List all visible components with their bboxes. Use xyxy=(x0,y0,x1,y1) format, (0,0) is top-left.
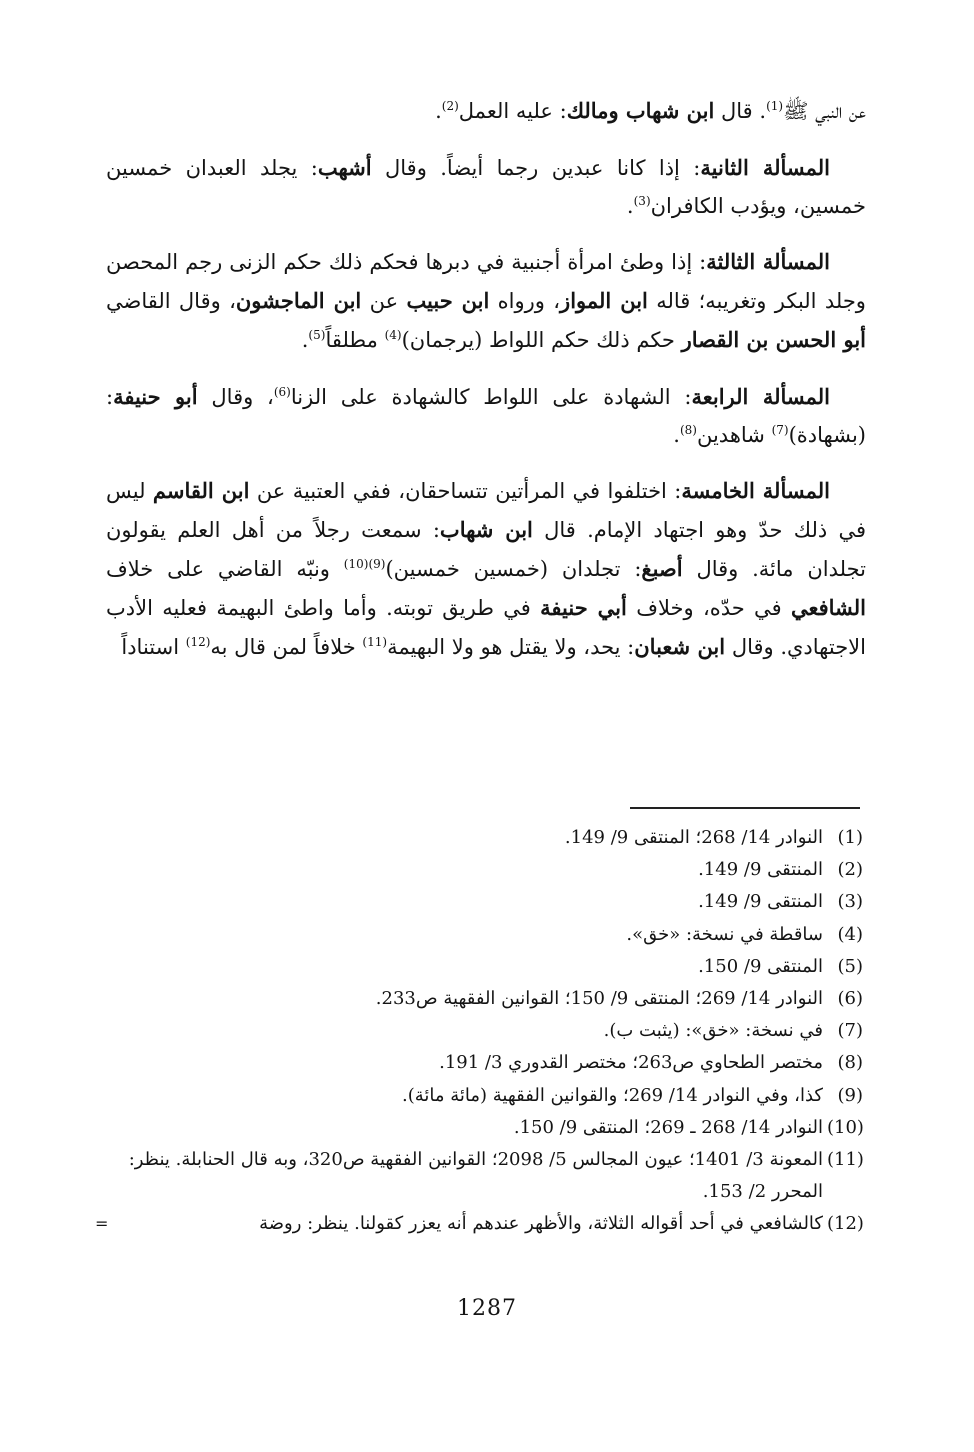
footnote-number: (4) xyxy=(837,923,863,945)
footnote-10 xyxy=(95,1112,863,1144)
text-run: ليس في ذلك حدّ وهو اجتهاد الإمام. قال xyxy=(106,479,866,543)
text-run: في طريق توبته. وأما واطئ البهيمة فعليه الأدب الاجتهادي. وقال xyxy=(106,595,866,659)
footnote-number: (3) xyxy=(837,891,863,913)
text-run: : اختلفوا في المرأتين تتساحقان، ففي العتبية عن xyxy=(256,479,682,504)
footnote-4 xyxy=(95,919,863,951)
section-heading: المسألة الرابعة xyxy=(691,383,830,409)
paragraph-1 xyxy=(106,92,866,131)
text-run: ونبّه القاضي على خلاف xyxy=(106,556,330,581)
text-run: حكم ذلك حكم اللواط (يرجمان) xyxy=(401,327,675,352)
footnote-3 xyxy=(95,886,863,918)
text-run: . xyxy=(435,99,442,123)
footnote-text: في نسخة: «خق»: (يثبت ب). xyxy=(603,1020,823,1042)
bold-name: ابن شهاب xyxy=(439,517,533,543)
footnote-text: المنتقى 9/ 150. xyxy=(698,955,823,977)
footnote-ref-7[interactable]: (7) xyxy=(771,422,789,437)
footnote-number: (6) xyxy=(837,988,863,1010)
text-run: : يحد، ولا يقتل هو ولا البهيمة xyxy=(387,634,635,659)
footnote-12 xyxy=(95,1208,863,1240)
bold-name: ابن القاسم xyxy=(152,478,250,504)
text-run: عن النبي ﷺ xyxy=(783,99,866,123)
footnote-ref-2[interactable]: (2) xyxy=(441,99,459,113)
text-run: . xyxy=(673,422,680,447)
footnote-number: (5) xyxy=(837,955,863,977)
text-run: . xyxy=(301,327,309,352)
text-run: ، ورواه xyxy=(497,289,561,314)
text-run: : (بشهادة) xyxy=(106,384,866,447)
bold-name: أشهب xyxy=(317,154,372,180)
text-run: . xyxy=(626,193,634,218)
paragraph-4 xyxy=(106,378,866,455)
footnote-1 xyxy=(95,822,863,854)
footnote-6 xyxy=(95,983,863,1015)
page-number: 1287 xyxy=(457,1296,517,1321)
footnote-7 xyxy=(95,1015,863,1047)
text-run: : الشهادة على اللواط كالشهادة على الزنا xyxy=(290,384,692,409)
footnote-text: مختصر الطحاوي ص263؛ مختصر القدوري 3/ 191. xyxy=(439,1052,823,1074)
footnote-ref-1[interactable]: (1) xyxy=(766,99,784,113)
footnote-ref-9[interactable]: (9) xyxy=(368,556,386,571)
footnotes xyxy=(95,822,863,1241)
footnote-number: (7) xyxy=(837,1020,863,1042)
footnote-text: النوادر 14/ 268 ـ 269؛ المنتقى 9/ 150. xyxy=(513,1116,823,1138)
footnote-text: النوادر 14/ 268؛ المنتقى 9/ 149. xyxy=(564,827,823,848)
footnote-text: كالشافعي في أحد أقواله الثلاثة، والأظهر عندهم أنه يعزر كقولنا. ينظر: روضة xyxy=(259,1213,823,1235)
bold-name: أبي حنيفة xyxy=(540,594,627,620)
text-run: : إذا كانا عبدين رجما أيضاً. وقال xyxy=(385,155,701,180)
bold-name: ابن حبيب xyxy=(406,288,490,314)
text-run: : تجلدان (خمسين خمسين) xyxy=(385,556,642,581)
bold-name: الشافعي xyxy=(790,594,866,620)
paragraph-5 xyxy=(106,472,866,666)
bold-name: أصبغ xyxy=(641,555,683,581)
text-run: : سمعت رجلاً من أهل العلم يقولون تجلدان مائة. وقال xyxy=(106,518,866,581)
footnote-number: (11) xyxy=(827,1149,864,1171)
footnote-2 xyxy=(95,854,863,886)
text-run: شاهدين xyxy=(696,422,765,447)
paragraph-3 xyxy=(106,243,866,359)
continuation-mark: = xyxy=(95,1214,109,1234)
footnote-number: (12) xyxy=(827,1213,864,1235)
text-run: : إذا وطئ امرأة أجنبية في دبرها فحكم ذلك حكم الزنى رجم المحصن وجلد البكر وتغريبه؛ قاله xyxy=(106,250,866,314)
footnote-ref-11[interactable]: (11) xyxy=(362,634,388,649)
footnote-number: (2) xyxy=(837,859,863,881)
footnote-ref-10[interactable]: (10) xyxy=(343,556,369,571)
text-run: . قال xyxy=(721,99,767,123)
main-text xyxy=(106,92,866,684)
footnote-text: كذا، وفي النوادر 14/ 269؛ والقوانين الفقهية (مائة مائة). xyxy=(401,1084,823,1106)
bold-name: ابن المواز xyxy=(560,288,648,314)
bold-name: ابن شهاب ومالك xyxy=(566,98,715,123)
bold-name: أبو الحسن بن القصار xyxy=(681,326,866,352)
footnote-text: المنتقى 9/ 149. xyxy=(698,859,823,881)
footnote-ref-3[interactable]: (3) xyxy=(633,193,651,208)
section-heading: المسألة الخامسة xyxy=(681,478,830,504)
footnote-ref-6[interactable]: (6) xyxy=(273,384,291,399)
footnote-text: ساقطة في نسخة: «خق». xyxy=(626,923,823,945)
footnote-number: (9) xyxy=(837,1084,863,1106)
text-run: ، وقال القاضي xyxy=(106,289,236,314)
footnote-ref-4[interactable]: (4) xyxy=(384,327,402,342)
footnote-5 xyxy=(95,951,863,983)
footnote-9 xyxy=(95,1080,863,1112)
footnote-text: المعونة 3/ 1401؛ عيون المجالس 5/ 2098؛ القوانين الفقهية ص320، وبه قال الحنابلة. ينظر: المحرر 2/ 153. xyxy=(128,1149,823,1203)
footnote-ref-5[interactable]: (5) xyxy=(308,327,326,342)
footnote-ref-12[interactable]: (12) xyxy=(185,634,211,649)
text-run: : يجلد العبدان خمسين خمسين، ويؤدب الكافران xyxy=(106,155,866,218)
text-run: استناداً xyxy=(121,634,180,659)
section-heading: المسألة الثانية xyxy=(700,154,830,180)
footnote-11 xyxy=(95,1144,863,1208)
text-run: خلافاً لمن قال به xyxy=(210,634,356,659)
text-run: عن xyxy=(369,289,399,314)
footnote-number: (8) xyxy=(837,1052,863,1074)
bold-name: أبو حنيفة xyxy=(113,383,198,409)
paragraph-2 xyxy=(106,149,866,226)
footnote-number: (1) xyxy=(837,827,863,848)
footnote-number: (10) xyxy=(827,1116,864,1138)
footnote-text: النوادر 14/ 269؛ المنتقى 9/ 150؛ القوانين الفقهية ص233. xyxy=(375,988,823,1010)
section-heading: المسألة الثالثة xyxy=(706,249,830,275)
footnote-separator xyxy=(630,807,860,809)
text-run: مطلقاً xyxy=(325,327,378,352)
text-run: في حدّه، وخلاف xyxy=(636,595,782,620)
footnote-ref-8[interactable]: (8) xyxy=(679,422,697,437)
text-run: : عليه العمل xyxy=(458,99,567,123)
footnote-text: المنتقى 9/ 149. xyxy=(698,891,823,913)
bold-name: ابن شعبان xyxy=(634,633,726,659)
bold-name: ابن الماجشون xyxy=(235,288,362,314)
text-run: ، وقال xyxy=(211,384,274,409)
footnote-8 xyxy=(95,1047,863,1079)
